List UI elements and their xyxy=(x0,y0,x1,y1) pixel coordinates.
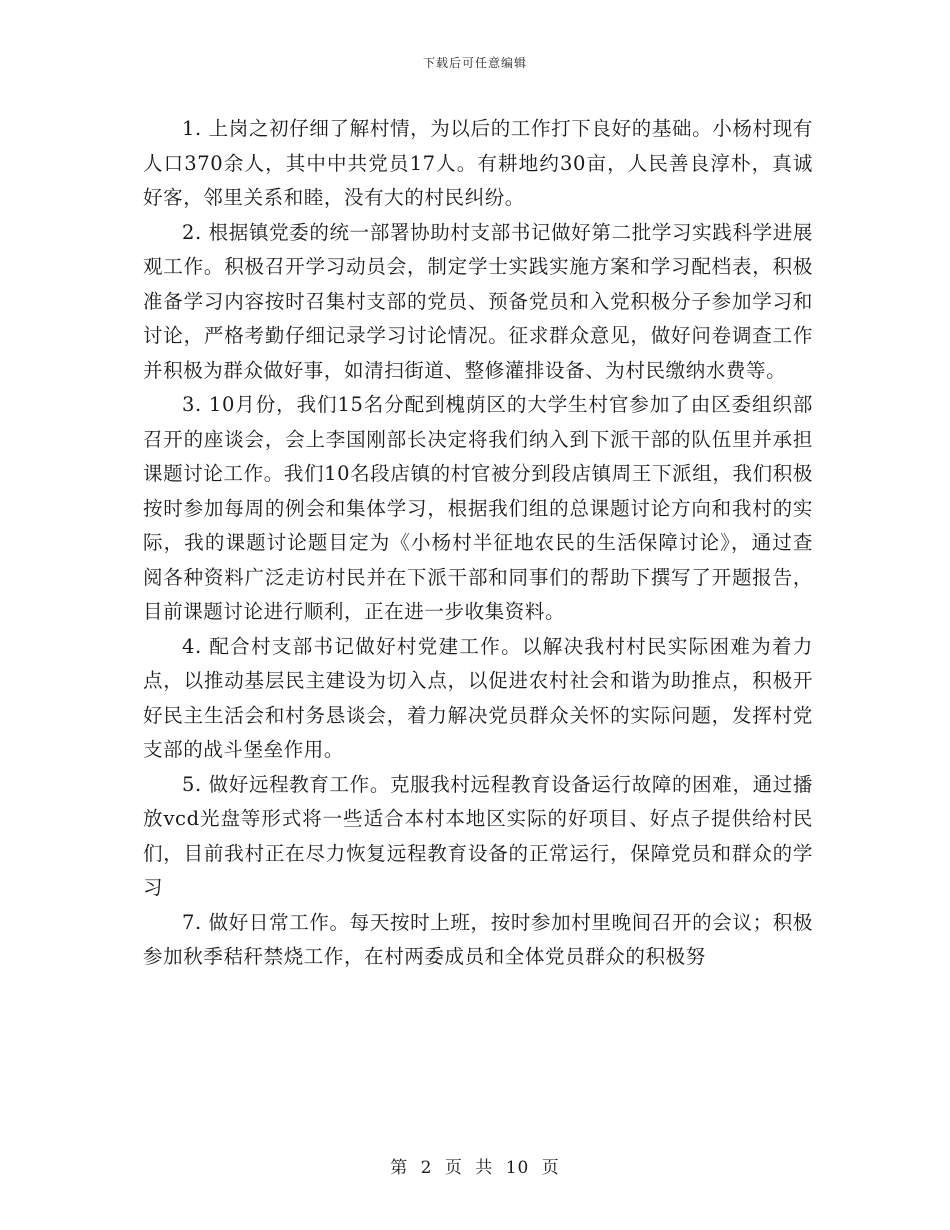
page-number: 第 2 页 共 10 页 xyxy=(390,1158,560,1178)
paragraph-7: 7. 做好日常工作。每天按时上班，按时参加村里晚间召开的会议；积极参加秋季秸秆禁烧工作，在村两委成员和全体党员群众的积极努 xyxy=(143,910,813,968)
paragraph-5: 5. 做好远程教育工作。克服我村远程教育设备运行故障的困难，通过播放vcd光盘等形式将一些适合本村本地区实际的好项目、好点子提供给村民们，目前我村正在尽力恢复远程教育设备的正常运行，保障党员和群众的学习 xyxy=(143,772,813,899)
paragraph-4: 4. 配合村支部书记做好村党建工作。以解决我村村民实际困难为着力点，以推动基层民主建设为切入点，以促进农村社会和谐为助推点，积极开好民主生活会和村务恳谈会，着力解决党员群众关怀的实际问题，发挥村党支部的战斗堡垒作用。 xyxy=(143,634,813,761)
page-header: 下载后可任意编辑 xyxy=(422,56,527,70)
paragraph-2: 2. 根据镇党委的统一部署协助村支部书记做好第二批学习实践科学进展观工作。积极召开学习动员会，制定学士实践实施方案和学习配档表，积极准备学习内容按时召集村支部的党员、预备党员和入党积极分子参加学习和讨论，严格考勤仔细记录学习讨论情况。征求群众意见，做好问卷调查工作并积极为群众做好事，如清扫街道、整修灌排设备、为村民缴纳水费等。 xyxy=(143,220,813,382)
document-body xyxy=(143,112,813,975)
paragraph-1: 1. 上岗之初仔细了解村情，为以后的工作打下良好的基础。小杨村现有人口370余人，其中中共党员17人。有耕地约30亩，人民善良淳朴，真诚好客，邻里关系和睦，没有大的村民纠纷。 xyxy=(143,117,813,209)
paragraph-3: 3. 10月份，我们15名分配到槐荫区的大学生村官参加了由区委组织部召开的座谈会，会上李国刚部长决定将我们纳入到下派干部的队伍里并承担课题讨论工作。我们10名段店镇的村官被分到段店镇周王下派组，我们积极按时参加每周的例会和集体学习，根据我们组的总课题讨论方向和我村的实际，我的课题讨论题目定为《小杨村半征地农民的生活保障讨论》，通过查阅各种资料广泛走访村民并在下派干部和同事们的帮助下撰写了开题报告，目前课题讨论进行顺利，正在进一步收集资料。 xyxy=(143,393,813,623)
